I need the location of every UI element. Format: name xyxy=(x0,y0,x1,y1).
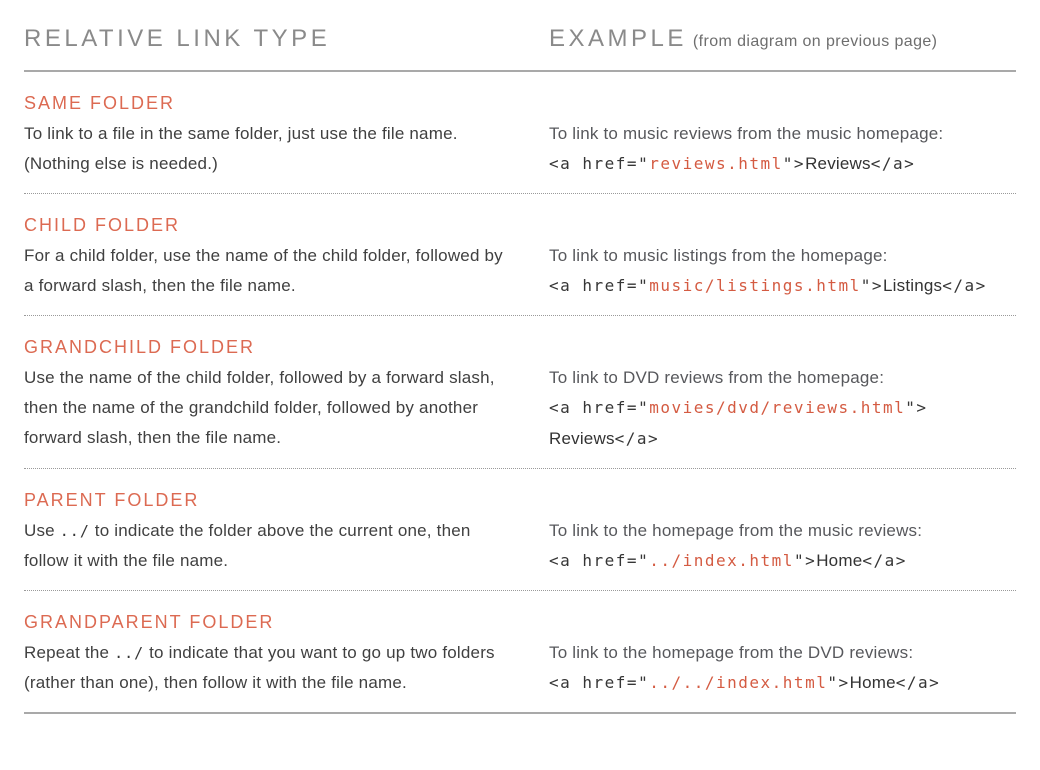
section-description: To link to a file in the same folder, just use the file name. (Nothing else is needed.) xyxy=(24,124,458,173)
section-description: Use ../ to indicate the folder above the current one, then follow it with the file name. xyxy=(24,521,471,570)
section-description: For a child folder, use the name of the child folder, followed by a forward slash, then the file name. xyxy=(24,246,503,295)
row-grandparent-folder xyxy=(24,591,1016,714)
example-column xyxy=(549,335,1016,455)
row-parent-folder xyxy=(24,469,1016,591)
table-header xyxy=(24,22,1016,56)
example-intro: To link to music listings from the homepage: xyxy=(549,246,888,265)
example-column xyxy=(549,610,1016,699)
example-code: <a href="music/listings.html">Listings</a> xyxy=(549,276,987,295)
section-description: Repeat the ../ to indicate that you want to go up two folders (rather than one), then follow it with the file name. xyxy=(24,643,495,692)
example-header-label: EXAMPLE xyxy=(549,25,687,52)
column-header-link-type: RELATIVE LINK TYPE xyxy=(24,25,331,52)
row-grandchild-folder xyxy=(24,316,1016,469)
example-code: <a href="movies/dvd/reviews.html"> Reviews</a> xyxy=(549,398,928,448)
row-child-folder xyxy=(24,194,1016,316)
example-intro: To link to music reviews from the music homepage: xyxy=(549,124,944,143)
description-column xyxy=(24,610,505,699)
description-column xyxy=(24,335,505,455)
example-code: <a href="reviews.html">Reviews</a> xyxy=(549,154,916,173)
example-code: <a href="../index.html">Home</a> xyxy=(549,551,907,570)
example-column xyxy=(549,488,1016,577)
example-column xyxy=(549,213,1016,302)
description-column xyxy=(24,91,505,180)
description-column xyxy=(24,488,505,577)
section-heading: SAME FOLDER xyxy=(24,93,176,113)
section-heading: GRANDCHILD FOLDER xyxy=(24,337,256,357)
section-heading: CHILD FOLDER xyxy=(24,215,181,235)
section-heading: GRANDPARENT FOLDER xyxy=(24,612,275,632)
example-header-note: (from diagram on previous page) xyxy=(692,33,938,50)
section-heading: PARENT FOLDER xyxy=(24,490,200,510)
example-column xyxy=(549,91,1016,180)
example-intro: To link to the homepage from the DVD reviews: xyxy=(549,643,914,662)
section-description: Use the name of the child folder, followed by a forward slash, then the name of the grandchild folder, followed by another forward slash, then the file name. xyxy=(24,368,495,447)
description-column xyxy=(24,213,505,302)
row-same-folder xyxy=(24,72,1016,194)
column-header-example xyxy=(549,22,1016,56)
example-code: <a href="../../index.html">Home</a> xyxy=(549,673,941,692)
example-intro: To link to the homepage from the music reviews: xyxy=(549,521,923,540)
example-intro: To link to DVD reviews from the homepage: xyxy=(549,368,885,387)
